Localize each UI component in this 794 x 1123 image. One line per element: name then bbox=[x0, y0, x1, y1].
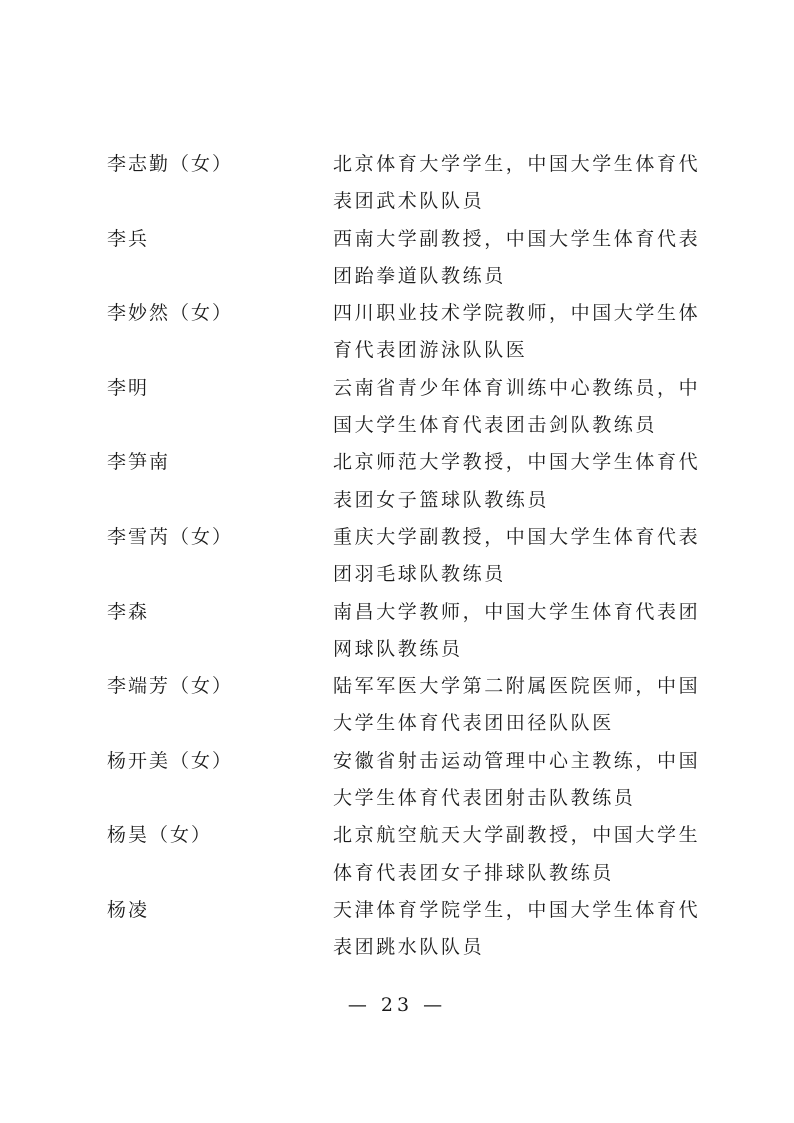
person-description bbox=[333, 295, 699, 370]
person-name: 李笋南 bbox=[107, 451, 171, 474]
person-description bbox=[333, 743, 699, 818]
description-line: 安徽省射击运动管理中心主教练，中国 bbox=[333, 749, 701, 772]
list-item bbox=[107, 892, 707, 967]
person-description bbox=[333, 668, 699, 743]
description-line: 重庆大学副教授，中国大学生体育代表 bbox=[333, 525, 701, 548]
person-name: 杨昊（女） bbox=[107, 824, 213, 847]
list-item bbox=[107, 594, 707, 669]
description-line: 大学生体育代表团射击队教练员 bbox=[333, 787, 636, 810]
description-line: 育代表团游泳队队医 bbox=[333, 339, 528, 362]
description-line: 大学生体育代表团田径队队医 bbox=[333, 712, 614, 735]
list-item bbox=[107, 743, 707, 818]
list-item bbox=[107, 146, 707, 221]
person-name: 杨凌 bbox=[107, 898, 150, 921]
person-description bbox=[333, 221, 699, 296]
description-line: 北京航空航天大学副教授，中国大学生 bbox=[333, 824, 701, 847]
person-name: 李森 bbox=[107, 600, 150, 623]
list-item bbox=[107, 295, 707, 370]
person-description bbox=[333, 817, 699, 892]
description-line: 团羽毛球队教练员 bbox=[333, 563, 506, 586]
description-line: 表团武术队队员 bbox=[333, 190, 485, 213]
description-line: 陆军军医大学第二附属医院医师，中国 bbox=[333, 675, 701, 698]
person-name: 李志勤（女） bbox=[107, 153, 234, 175]
description-line: 北京体育大学学生，中国大学生体育代 bbox=[333, 153, 701, 175]
list-item bbox=[107, 221, 707, 296]
list-item bbox=[107, 370, 707, 445]
description-line: 团跆拳道队教练员 bbox=[333, 264, 506, 287]
person-name: 李妙然（女） bbox=[107, 302, 234, 325]
list-item bbox=[107, 817, 707, 892]
description-line: 表团跳水队队员 bbox=[333, 936, 485, 959]
list-item bbox=[107, 444, 707, 519]
person-name: 杨开美（女） bbox=[107, 749, 234, 772]
description-line: 北京师范大学教授，中国大学生体育代 bbox=[333, 451, 701, 474]
person-description bbox=[333, 146, 699, 221]
person-name: 李雪芮（女） bbox=[107, 525, 234, 548]
description-line: 国大学生体育代表团击剑队教练员 bbox=[333, 414, 658, 437]
person-description bbox=[333, 594, 699, 669]
name-list bbox=[107, 146, 707, 967]
person-name: 李端芳（女） bbox=[107, 675, 234, 698]
description-line: 南昌大学教师，中国大学生体育代表团 bbox=[333, 600, 701, 623]
description-line: 体育代表团女子排球队教练员 bbox=[333, 861, 614, 884]
person-description bbox=[333, 892, 699, 967]
person-description bbox=[333, 370, 699, 445]
page-number: — 23 — bbox=[347, 994, 447, 1016]
person-name: 李兵 bbox=[107, 227, 150, 250]
description-line: 四川职业技术学院教师，中国大学生体 bbox=[333, 302, 701, 325]
list-item bbox=[107, 519, 707, 594]
person-name: 李明 bbox=[107, 376, 150, 399]
person-description bbox=[333, 444, 699, 519]
description-line: 云南省青少年体育训练中心教练员，中 bbox=[333, 376, 701, 399]
list-item bbox=[107, 668, 707, 743]
description-line: 西南大学副教授，中国大学生体育代表 bbox=[333, 227, 701, 250]
description-line: 表团女子篮球队教练员 bbox=[333, 488, 550, 511]
person-description bbox=[333, 519, 699, 594]
description-line: 网球队教练员 bbox=[333, 637, 463, 660]
description-line: 天津体育学院学生，中国大学生体育代 bbox=[333, 898, 701, 921]
